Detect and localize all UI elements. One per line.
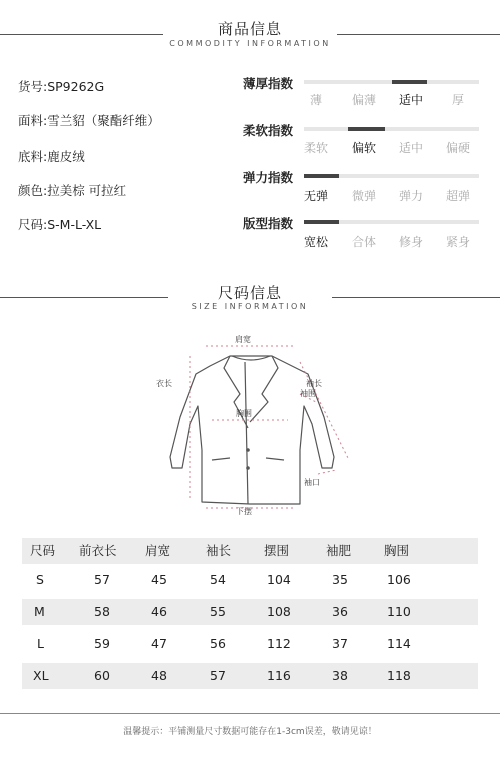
size-table (22, 538, 478, 689)
index-thickness-track (304, 80, 479, 84)
measurement-diagram (150, 322, 360, 517)
button-2 (246, 466, 250, 470)
cell-size: L (37, 636, 44, 651)
index-thickness-option-3: 适中 (398, 93, 423, 107)
cell-bicep: 38 (332, 668, 348, 683)
size-title: 尺码信息 (217, 284, 282, 302)
spec-color: 颜色:拉美棕 可拉红 (18, 183, 127, 198)
cell-hem: 104 (267, 572, 291, 587)
cell-chest: 118 (387, 668, 411, 683)
cell-sleeve: 54 (210, 572, 226, 587)
cell-chest: 114 (387, 636, 411, 651)
spec-item-number: 货号:SP9262G (18, 79, 105, 94)
measurement-note: 温馨提示：平铺测量尺寸数据可能存在1-3cm误差，敬请见谅！ (123, 727, 377, 737)
cell-shoulder: 45 (151, 572, 167, 587)
cell-sleeve: 57 (210, 668, 226, 683)
index-elasticity-fill (304, 174, 339, 178)
label-length: 衣长 (156, 379, 172, 388)
cell-hem: 108 (267, 604, 291, 619)
index-elasticity-track (304, 174, 479, 178)
index-thickness-option-2: 偏薄 (351, 93, 376, 107)
index-elasticity-label: 弹力指数 (243, 170, 294, 185)
label-bicep: 袖围 (300, 389, 316, 398)
commodity-subtitle: COMMODITY INFORMATION (169, 39, 331, 48)
label-cuff: 袖口 (304, 478, 320, 487)
index-softness-option-4: 偏硬 (445, 141, 470, 155)
index-softness-option-2: 偏软 (351, 141, 376, 155)
index-softness-fill (348, 127, 385, 131)
cell-bicep: 36 (332, 604, 348, 619)
index-elasticity-option-2: 微弹 (351, 189, 376, 203)
cell-front-length: 58 (94, 604, 110, 619)
index-thickness-fill (392, 80, 427, 84)
header-sleeve: 袖长 (206, 543, 232, 558)
spec-size: 尺码:S-M-L-XL (18, 217, 102, 232)
table-row (22, 599, 478, 625)
cell-front-length: 59 (94, 636, 110, 651)
label-shoulder: 肩宽 (235, 335, 251, 344)
index-softness-track (304, 127, 479, 131)
index-thickness-option-4: 厚 (451, 93, 464, 107)
index-elasticity-option-1: 无弹 (303, 189, 328, 203)
cell-bicep: 37 (332, 636, 348, 651)
jacket-center-front (245, 362, 248, 504)
header-shoulder: 肩宽 (145, 543, 171, 558)
cell-shoulder: 46 (151, 604, 167, 619)
cell-size: M (34, 604, 45, 619)
table-row (22, 567, 478, 593)
index-fit-label: 版型指数 (243, 216, 294, 231)
cell-chest: 110 (387, 604, 411, 619)
header-size: 尺码 (30, 543, 56, 558)
cell-hem: 112 (267, 636, 291, 651)
cell-size: XL (33, 668, 49, 683)
index-thickness-option-1: 薄 (309, 93, 322, 107)
index-fit-track (304, 220, 479, 224)
jacket-collar (232, 356, 270, 360)
table-row (22, 663, 478, 689)
index-fit-option-1: 宽松 (303, 235, 328, 249)
cell-front-length: 57 (94, 572, 110, 587)
jacket-lapel-right (250, 356, 278, 422)
index-fit-option-2: 合体 (351, 235, 376, 249)
cell-sleeve: 56 (210, 636, 226, 651)
index-thickness-label: 薄厚指数 (243, 76, 294, 91)
pocket-right (266, 458, 284, 460)
cell-shoulder: 48 (151, 668, 167, 683)
index-elasticity-option-4: 超弹 (445, 189, 470, 203)
label-hem: 下摆 (236, 507, 252, 516)
table-header-row (22, 538, 478, 564)
index-fit-option-3: 修身 (398, 235, 423, 249)
index-elasticity-option-3: 弹力 (398, 189, 423, 203)
index-softness-option-1: 柔软 (303, 141, 328, 155)
commodity-title: 商品信息 (217, 20, 282, 38)
index-fit-option-4: 紧身 (445, 235, 470, 249)
index-softness-option-3: 适中 (398, 141, 423, 155)
label-sleeve: 袖长 (306, 379, 322, 388)
cell-size: S (36, 572, 44, 587)
spec-fabric: 面料:雪兰貂（聚酯纤维） (18, 113, 160, 128)
spec-lining: 底料:鹿皮绒 (18, 149, 85, 164)
cell-shoulder: 47 (151, 636, 167, 651)
header-hem: 摆围 (264, 543, 290, 558)
size-subtitle: SIZE INFORMATION (191, 302, 309, 311)
header-chest: 胸围 (384, 543, 410, 558)
index-softness-label: 柔软指数 (243, 123, 294, 138)
cuff-measure-line (318, 470, 336, 474)
cell-sleeve: 55 (210, 604, 226, 619)
index-fit-fill (304, 220, 339, 224)
button-1 (246, 448, 250, 452)
label-chest: 胸围 (236, 409, 252, 418)
header-front-length: 前衣长 (79, 543, 117, 558)
pocket-left (212, 458, 230, 460)
cell-bicep: 35 (332, 572, 348, 587)
header-bicep: 袖肥 (326, 543, 352, 558)
cell-chest: 106 (387, 572, 411, 587)
sleeve-measure-line (300, 362, 348, 458)
footer-divider (0, 713, 500, 714)
table-row (22, 631, 478, 657)
cell-front-length: 60 (94, 668, 110, 683)
cell-hem: 116 (267, 668, 291, 683)
